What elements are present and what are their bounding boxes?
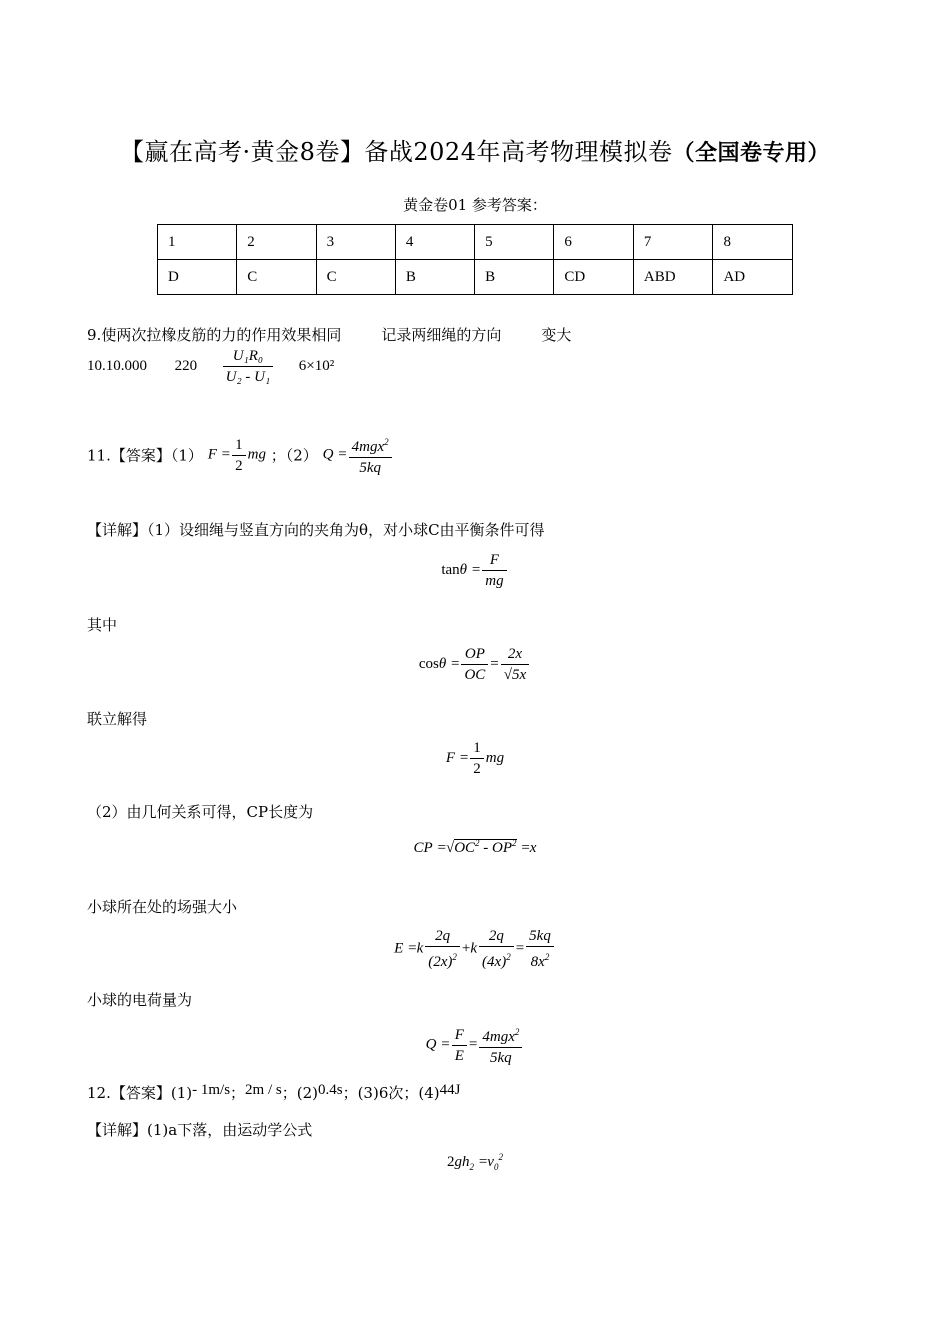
q11-part2-text: （2）由几何关系可得，CP长度为 (87, 803, 314, 821)
table-cell: 8 (713, 225, 793, 260)
table-cell: ABD (633, 260, 713, 295)
text-lianli: 联立解得 (87, 710, 148, 728)
q10-answer: 10.10.000 220 $\frac{\text{U₁R₀}}{\text{U₂ - U₁}}$ 6×10² (87, 348, 335, 385)
equation-tan: tanθ = $\frac{F}{mg}$ (0, 550, 950, 591)
equation-CP: CP $=√OC^2 - OP^2 =x$ (413, 838, 537, 856)
table-cell: AD (713, 260, 793, 295)
table-cell: 5 (475, 225, 554, 260)
answer-table (157, 224, 793, 295)
q10-fraction: $\frac{\text{U₁R₀}}{\text{U₂ - U₁}}$ (223, 346, 274, 387)
q9-answer: 9.使两次拉橡皮筋的力的作用效果相同 记录两细绳的方向 变大 (87, 326, 572, 344)
table-cell: 1 (158, 225, 237, 260)
q11-answer: 11.【答案】（1） F = $\frac{1}{2}$ mg ；（2） Q = $\frac{4mgx^2}{5kq}$ (87, 432, 394, 478)
table-cell: 6 (554, 225, 633, 260)
q12-detail: 【详解】(1)a下落，由运动学公式 (87, 1121, 313, 1139)
table-cell: 4 (395, 225, 474, 260)
answer-subtitle: 黄金卷01 参考答案： (403, 196, 547, 214)
table-cell: 7 (633, 225, 713, 260)
table-cell: B (475, 260, 554, 295)
equation-Q: Q = $\frac{F}{E}$ = $\frac{4mgx^2}{5kq}$ (0, 1022, 950, 1068)
charge-text: 小球的电荷量为 (87, 991, 193, 1009)
table-cell: C (237, 260, 316, 295)
table-row (158, 260, 793, 295)
equation-cos: cosθ = $\frac{OP}{OC}$ = $\frac{2x}{√5x}$ (0, 644, 950, 685)
table-cell: B (395, 260, 474, 295)
table-cell: CD (554, 260, 633, 295)
equation-energy: $2gh_2 =v_0^2$ (447, 1152, 503, 1172)
equation-E: E =k $\frac{2q}{(2x)^2}$ +k $\frac{2q}{(4x)^2}$ = $\frac{5kq}{8x^2}$ (0, 926, 950, 972)
q11-detail-heading: 【详解】（1）设细绳与竖直方向的夹角为θ，对小球C由平衡条件可得 (87, 521, 545, 539)
page-title: 【赢在高考·黄金8卷】备战2024年高考物理模拟卷（全国卷专用） (120, 138, 830, 166)
q12-answer: 12.【答案】(1)- 1m/s；2m / s；(2)0.4s；(3)6次；(4)44J (87, 1082, 461, 1102)
text-qizhong: 其中 (87, 616, 118, 634)
table-cell: 2 (237, 225, 316, 260)
table-cell: D (158, 260, 237, 295)
equation-F: F = $\frac{1}{2}$ mg (445, 740, 505, 777)
table-cell: 3 (316, 225, 395, 260)
field-text: 小球所在处的场强大小 (87, 898, 238, 916)
table-cell: C (316, 260, 395, 295)
table-row (158, 225, 793, 260)
